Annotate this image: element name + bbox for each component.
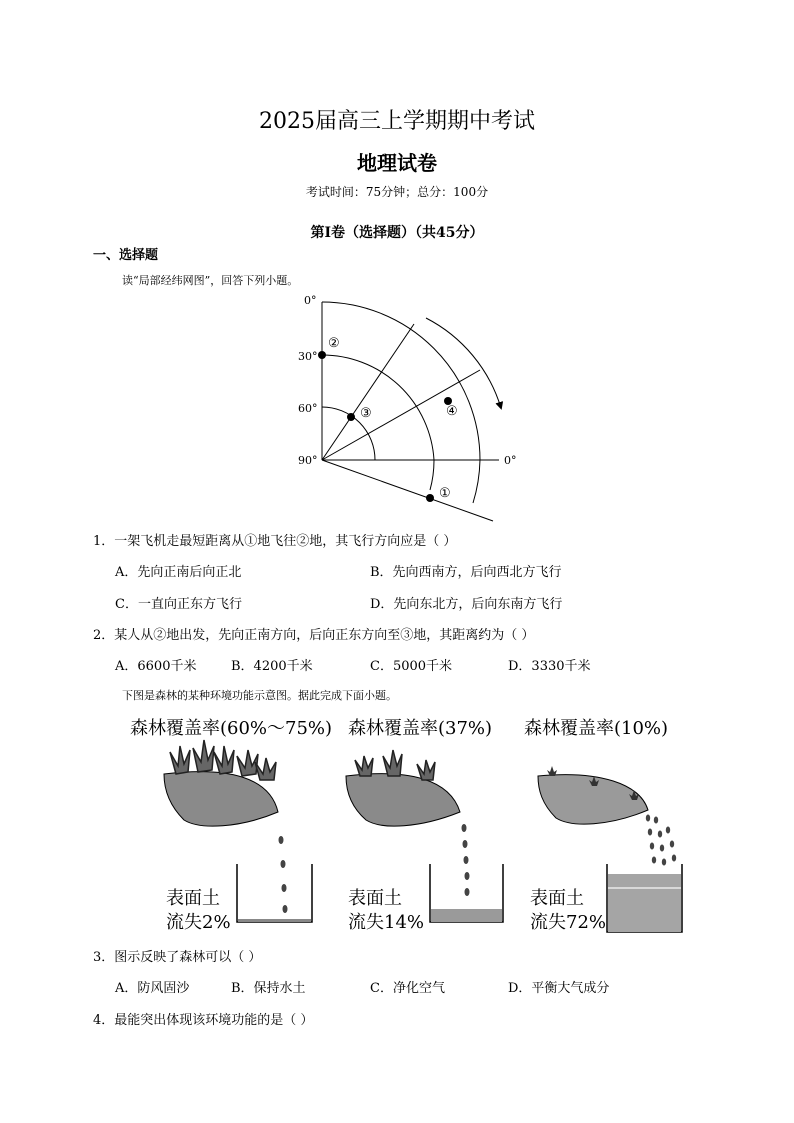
panel-1-label-1: 表面土 — [166, 888, 220, 909]
q3-option-b[interactable]: B．保持水土 — [231, 981, 306, 996]
panel-3-title: 森林覆盖率(10%) — [524, 718, 669, 739]
panel-1-drops — [279, 836, 288, 913]
q2-option-a[interactable]: A．6600千米 — [115, 659, 197, 674]
meridian-line-lower — [322, 460, 493, 521]
panel-3-sediment — [608, 874, 681, 932]
panel-2-sediment — [431, 909, 502, 922]
q3-option-a[interactable]: A．防风固沙 — [115, 981, 190, 996]
panel-2-title: 森林覆盖率(37%) — [348, 718, 493, 739]
part-heading: 第Ⅰ卷（选择题）（共45分） — [310, 225, 484, 241]
q2-option-d[interactable]: D．3330千米 — [508, 659, 591, 674]
panel-1-label-2: 流失2% — [166, 912, 231, 933]
q1-option-a[interactable]: A．先向正南后向正北 — [115, 565, 242, 580]
question-2-stem: 2．某人从②地出发，先向正南方向，后向正东方向至③地，其距离约为（ ） — [93, 628, 535, 643]
lat-label-30: 30° — [298, 350, 318, 363]
panel-1-container — [237, 864, 312, 922]
q2-option-c[interactable]: C．5000千米 — [370, 659, 453, 674]
q1-option-c[interactable]: C．一直向正东方飞行 — [115, 597, 242, 612]
lat-label-0: 0° — [304, 294, 317, 307]
panel-2-drops — [462, 824, 470, 896]
q2-option-b[interactable]: B．4200千米 — [231, 659, 313, 674]
section-heading: 一、选择题 — [93, 248, 159, 263]
point-4-label: ④ — [446, 404, 458, 419]
question-1-stem: 1．一架飞机走最短距离从①地飞往②地，其飞行方向应是（ ） — [93, 534, 457, 549]
latitude-arc-0 — [322, 302, 480, 460]
q3-option-d[interactable]: D．平衡大气成分 — [508, 981, 610, 996]
panel-2-label-2: 流失14% — [348, 912, 425, 933]
intro-text-2: 下图是森林的某种环境功能示意图。据此完成下面小题。 — [122, 689, 397, 702]
exam-info: 考试时间：75分钟；总分：100分 — [305, 185, 489, 199]
forest-soil-loss-figure — [120, 708, 690, 938]
q1-option-d[interactable]: D．先向东北方，后向东南方飞行 — [370, 597, 563, 612]
point-1-label: ① — [439, 486, 451, 501]
point-2-label: ② — [328, 336, 340, 351]
question-4-stem: 4．最能突出体现该环境功能的是（ ） — [93, 1013, 314, 1028]
point-1-dot — [426, 494, 434, 502]
panel-1-sediment — [238, 919, 311, 922]
right-label-0: 0° — [504, 454, 517, 467]
lat-label-60: 60° — [298, 402, 318, 415]
exam-title: 2025届高三上学期期中考试 — [259, 109, 535, 134]
point-3-label: ③ — [360, 406, 372, 421]
panel-3-label-2: 流失72% — [530, 912, 607, 933]
latitude-arc-30 — [322, 355, 434, 490]
point-2-dot — [318, 351, 326, 359]
subject-title: 地理试卷 — [357, 151, 437, 175]
panel-1-title: 森林覆盖率(60%～75%) — [130, 718, 333, 739]
point-3-dot — [347, 413, 355, 421]
panel-3-label-1: 表面土 — [530, 888, 584, 909]
panel-2-label-1: 表面土 — [348, 888, 402, 909]
panel-2-plants — [355, 750, 435, 780]
lat-label-90: 90° — [298, 454, 318, 467]
q1-option-b[interactable]: B．先向西南方，后向西北方飞行 — [370, 565, 562, 580]
panel-3-drops — [646, 815, 676, 866]
q3-option-c[interactable]: C．净化空气 — [370, 981, 445, 996]
intro-text-1: 读“局部经纬网图”，回答下列小题。 — [122, 274, 299, 287]
latlong-grid-figure — [280, 290, 530, 525]
panel-2-soil-block — [346, 774, 460, 827]
question-3-stem: 3．图示反映了森林可以（ ） — [93, 950, 262, 965]
